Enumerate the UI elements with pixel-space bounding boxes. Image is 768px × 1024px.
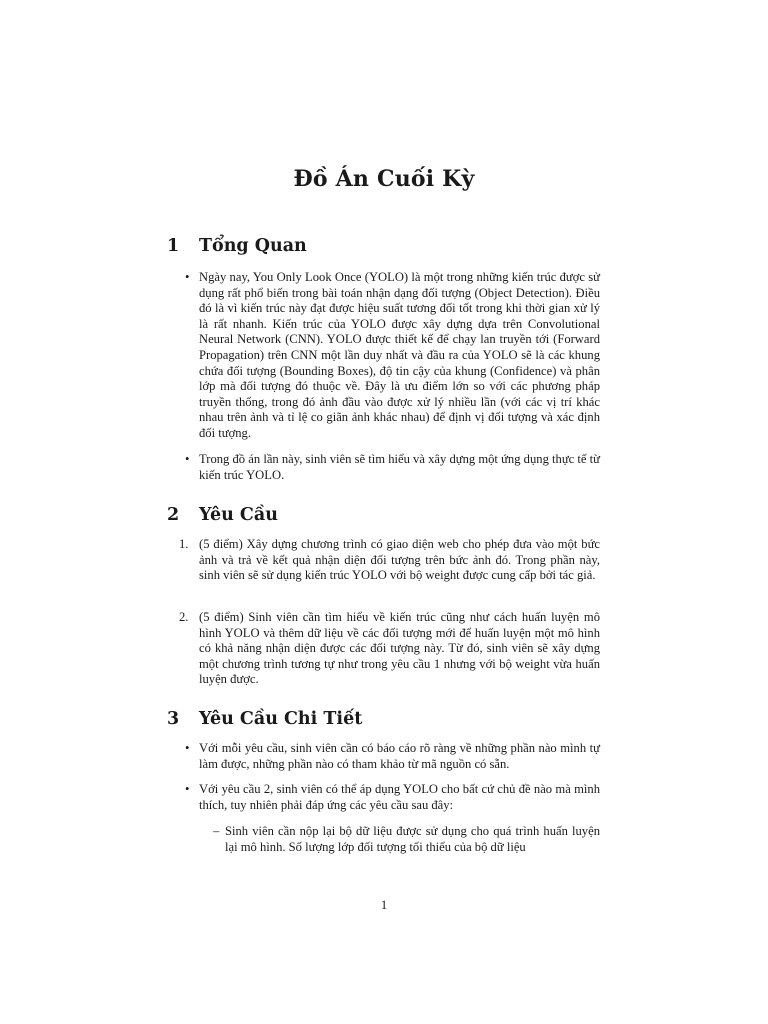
- bullet-text: Ngày nay, You Only Look Once (YOLO) là một trong những kiến trúc được sử dụng rất phổ biến trong bài toán nhận dạng đối tượng (Object Detection). Điều đó là vì kiến trúc này đạt được hiệu suất tương đối tốt trong khi thời gian xử lý là rất nhanh. Kiến trúc của YOLO được xây dựng dựa trên Convolutional Neural Network (CNN). YOLO được thiết kế để chạy lan truyền tới (Forward Propagation) trên CNN một lần duy nhất và đầu ra của YOLO sẽ là các khung chứa đối tượng (Bounding Boxes), độ tin cậy của khung (Confidence) và phân lớp mà đối tượng đó thuộc về. Đây là ưu điểm lớn so với các phương pháp truyền thống, trong đó ảnh đầu vào được xử lý nhiều lần (với các vị trí khác nhau trên ảnh và tỉ lệ co giãn ảnh khác nhau) để định vị đối tượng và xác định đối tượng.: [199, 270, 600, 440]
- section-number: 3: [167, 709, 180, 729]
- document-title: Đồ Án Cuối Kỳ: [293, 166, 475, 192]
- bullet-marker: •: [185, 782, 190, 796]
- section-3-sublist: [185, 824, 600, 855]
- bullet-item: [185, 782, 600, 813]
- bullet-marker: •: [185, 270, 190, 284]
- section-3-list: [185, 741, 600, 772]
- bullet-text: Với mỗi yêu cầu, sinh viên cần có báo cáo rõ ràng về những phần nào mình tự làm được, những phần nào có tham khảo từ mã nguồn có sẵn.: [199, 741, 600, 771]
- numbered-text: (5 điểm) Xây dựng chương trình có giao diện web cho phép đưa vào một bức ảnh và trả về kết quả nhận diện đối tượng trên bức ảnh đó. Trong phần này, sinh viên sẽ sử dụng kiến trúc YOLO với bộ weight được cung cấp bởi tác giả.: [199, 537, 600, 583]
- bullet-text: Trong đồ án lần này, sinh viên sẽ tìm hiểu và xây dựng một ứng dụng thực tế từ kiến trúc YOLO.: [199, 452, 600, 482]
- bullet-item: [185, 452, 600, 483]
- bullet-item: [185, 270, 600, 442]
- section-2-list: [179, 537, 600, 584]
- bullet-text: Với yêu cầu 2, sinh viên có thể áp dụng YOLO cho bất cứ chủ đề nào mà mình thích, tuy nhiên phải đáp ứng các yêu cầu sau đây:: [199, 782, 600, 812]
- section-title: Yêu Cầu: [199, 505, 278, 525]
- section-1-list-2: [185, 452, 600, 483]
- section-heading-3: [167, 709, 362, 729]
- sub-bullet-text: Sinh viên cần nộp lại bộ dữ liệu được sử dụng cho quá trình huấn luyện lại mô hình. Số lượng lớp đối tượng tối thiểu của bộ dữ liệu: [225, 824, 600, 854]
- section-2-list-2: [179, 610, 600, 688]
- number-marker: 1.: [179, 537, 189, 551]
- bullet-marker: •: [185, 741, 190, 755]
- numbered-item: [179, 537, 600, 584]
- section-3-list-2: [185, 782, 600, 813]
- section-title: Tổng Quan: [199, 236, 307, 256]
- numbered-text: (5 điểm) Sinh viên cần tìm hiểu về kiến trúc cũng như cách huấn luyện mô hình YOLO và thêm dữ liệu về các đối tượng mới để huấn luyện một mô hình có khả năng nhận diện được các đối tượng này. Từ đó, sinh viên sẽ xây dựng một chương trình tương tự như trong yêu cầu 1 nhưng với bộ weight vừa huấn luyện được.: [199, 610, 600, 687]
- number-marker: 2.: [179, 610, 189, 624]
- dash-marker: –: [213, 824, 220, 838]
- section-number: 1: [167, 236, 180, 256]
- section-title: Yêu Cầu Chi Tiết: [199, 709, 363, 729]
- section-number: 2: [167, 505, 180, 525]
- sub-bullet-item: [185, 824, 600, 855]
- section-heading-1: [167, 236, 307, 256]
- section-heading-2: [167, 505, 278, 525]
- section-1-list: [185, 270, 600, 442]
- bullet-marker: •: [185, 452, 190, 466]
- page-number: 1: [380, 898, 388, 912]
- numbered-item: [179, 610, 600, 688]
- bullet-item: [185, 741, 600, 772]
